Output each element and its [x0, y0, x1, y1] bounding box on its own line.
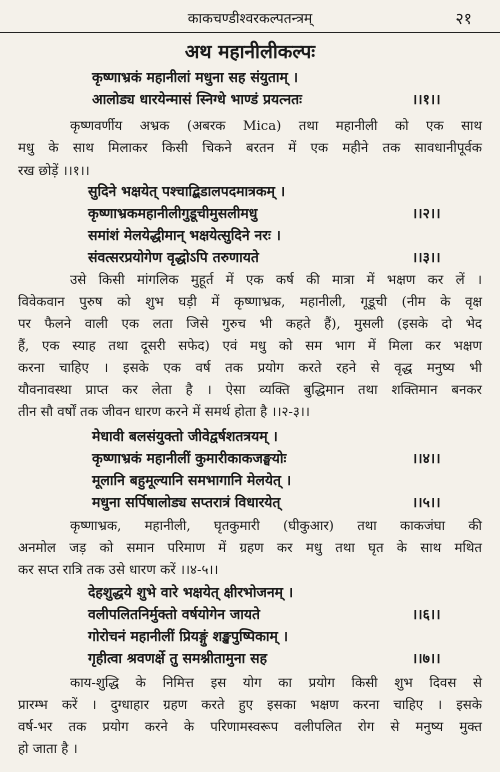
verse-number: ।।५।। — [412, 495, 441, 511]
prose-line: उसे किसी मांगलिक मुहूर्त में एक कर्ष की मात्रा में भक्षण कर लें । — [70, 273, 482, 288]
verse-number: ।।६।। — [412, 607, 441, 623]
running-header — [0, 6, 500, 33]
prose-line: वर्ष-भर तक प्रयोग करने के परिणामस्वरूप वलीपलित रोग से मनुष्य मुक्त — [18, 720, 482, 735]
verse-line: मूलानि बहुमूल्यानि समभागानि मेलयेत् । — [92, 473, 292, 489]
prose-line: तीन सौ वर्षों तक जीवन धारण करने में समर्थ होता है ।।२-३।। — [18, 405, 310, 420]
prose-line: प्रारम्भ करें । दुग्धाहार ग्रहण करते हुए इसका भक्षण करना चाहिए । इसके — [18, 698, 482, 713]
prose-line: पर फैलने वाली एक लता जिसे गुरुच भी कहते हैं), मुसली (इसके दो भेद — [18, 317, 482, 332]
verse-number: ।।२।। — [412, 206, 441, 222]
verse-line: सुदिने भक्षयेत् पश्चाद्बिडालपदमात्रकम् । — [88, 184, 286, 200]
verse-number: ।।३।। — [412, 250, 441, 266]
verse-line: मेधावी बलसंयुक्तो जीवेद्वर्षशतत्रयम् । — [92, 429, 278, 445]
verse-line: देहशुद्धये शुभे वारे भक्षयेत् क्षीरभोजनम् । — [88, 585, 294, 601]
verse-line: कृष्णाभ्रकं महानीलीं कुमारीकाकजङ्घयोः — [92, 451, 287, 467]
verse-number: ।।४।। — [412, 451, 441, 467]
prose-line: कृष्णवर्णीय अभ्रक (अबरक Mica) तथा महानीली को एक साथ — [70, 119, 482, 134]
prose-line: हैं, एक स्याह तथा दूसरी सफेद) एवं मधु को सम भाग में मिला कर भक्षण — [18, 339, 482, 354]
prose-line: विवेकवान पुरुष को शुभ घड़ी में कृष्णाभ्रक, महानीली, गूडूची (नीम के वृक्ष — [18, 295, 482, 310]
prose-line: काय-शुद्धि के निमित्त इस योग का प्रयोग किसी शुभ दिवस से — [70, 676, 482, 691]
prose-line: यौवनावस्था प्राप्त कर लेता है । ऐसा व्यक्ति बुद्धिमान तथा शक्तिमान बनकर — [18, 383, 482, 398]
verse-line: समांशं मेलयेद्धीमान् भक्षयेत्सुदिने नरः । — [88, 228, 281, 244]
page-number: २१ — [455, 9, 472, 28]
prose-line: कर सप्त रात्रि तक उसे धारण करें ।।४-५।। — [18, 563, 219, 578]
prose-line: हो जाता है । — [18, 742, 78, 757]
verse-line: गृहीत्वा श्रवणर्क्षे तु समश्नीतामुना सह — [88, 651, 268, 667]
verse-line: वलीपलितनिर्मुक्तो वर्षयोगेन जायते — [88, 607, 260, 623]
verse-line: कृष्णाभ्रकं महानीलां मधुना सह संयुताम् । — [92, 70, 299, 86]
verse-line: आलोड्य धारयेन्मासं स्निग्धे भाण्डं प्रयत्नतः — [92, 92, 302, 108]
verse-number: ।।१।। — [412, 92, 441, 108]
verse-line: गोरोचनं महानीलीं प्रियङ्गुं शङ्खपुष्पिकाम् । — [88, 629, 289, 645]
prose-line: अनमोल जड़ को समान परिमाण में ग्रहण कर मधु तथा घृत के साथ मथित — [18, 541, 482, 556]
prose-line: करना चाहिए । इसके एक वर्ष तक प्रयोग करते रहने से वृद्ध मनुष्य भी — [18, 361, 482, 376]
prose-line: रख छोड़ें ।।१।। — [18, 164, 90, 179]
verse-line: संवत्सरप्रयोगेण वृद्धोऽपि तरुणायते — [88, 250, 259, 266]
prose-line: मधु के साथ मिलाकर किसी चिकने बरतन में एक महीने तक सावधानीपूर्वक — [18, 141, 482, 156]
prose-line: कृष्णाभ्रक, महानीली, घृतकुमारी (घीकुआर) तथा काकजंघा की — [70, 519, 482, 534]
running-title: काकचण्डीश्वरकल्पतन्त्रम् — [187, 11, 313, 27]
section-heading: अथ महानीलीकल्पः — [184, 41, 316, 63]
verse-number: ।।७।। — [412, 651, 441, 667]
verse-line: कृष्णाभ्रकमहानीलीगुडूचीमुसलीमधु — [88, 206, 258, 222]
verse-line: मधुना सर्पिषालोड्य सप्तरात्रं विधारयेत् — [92, 495, 281, 511]
